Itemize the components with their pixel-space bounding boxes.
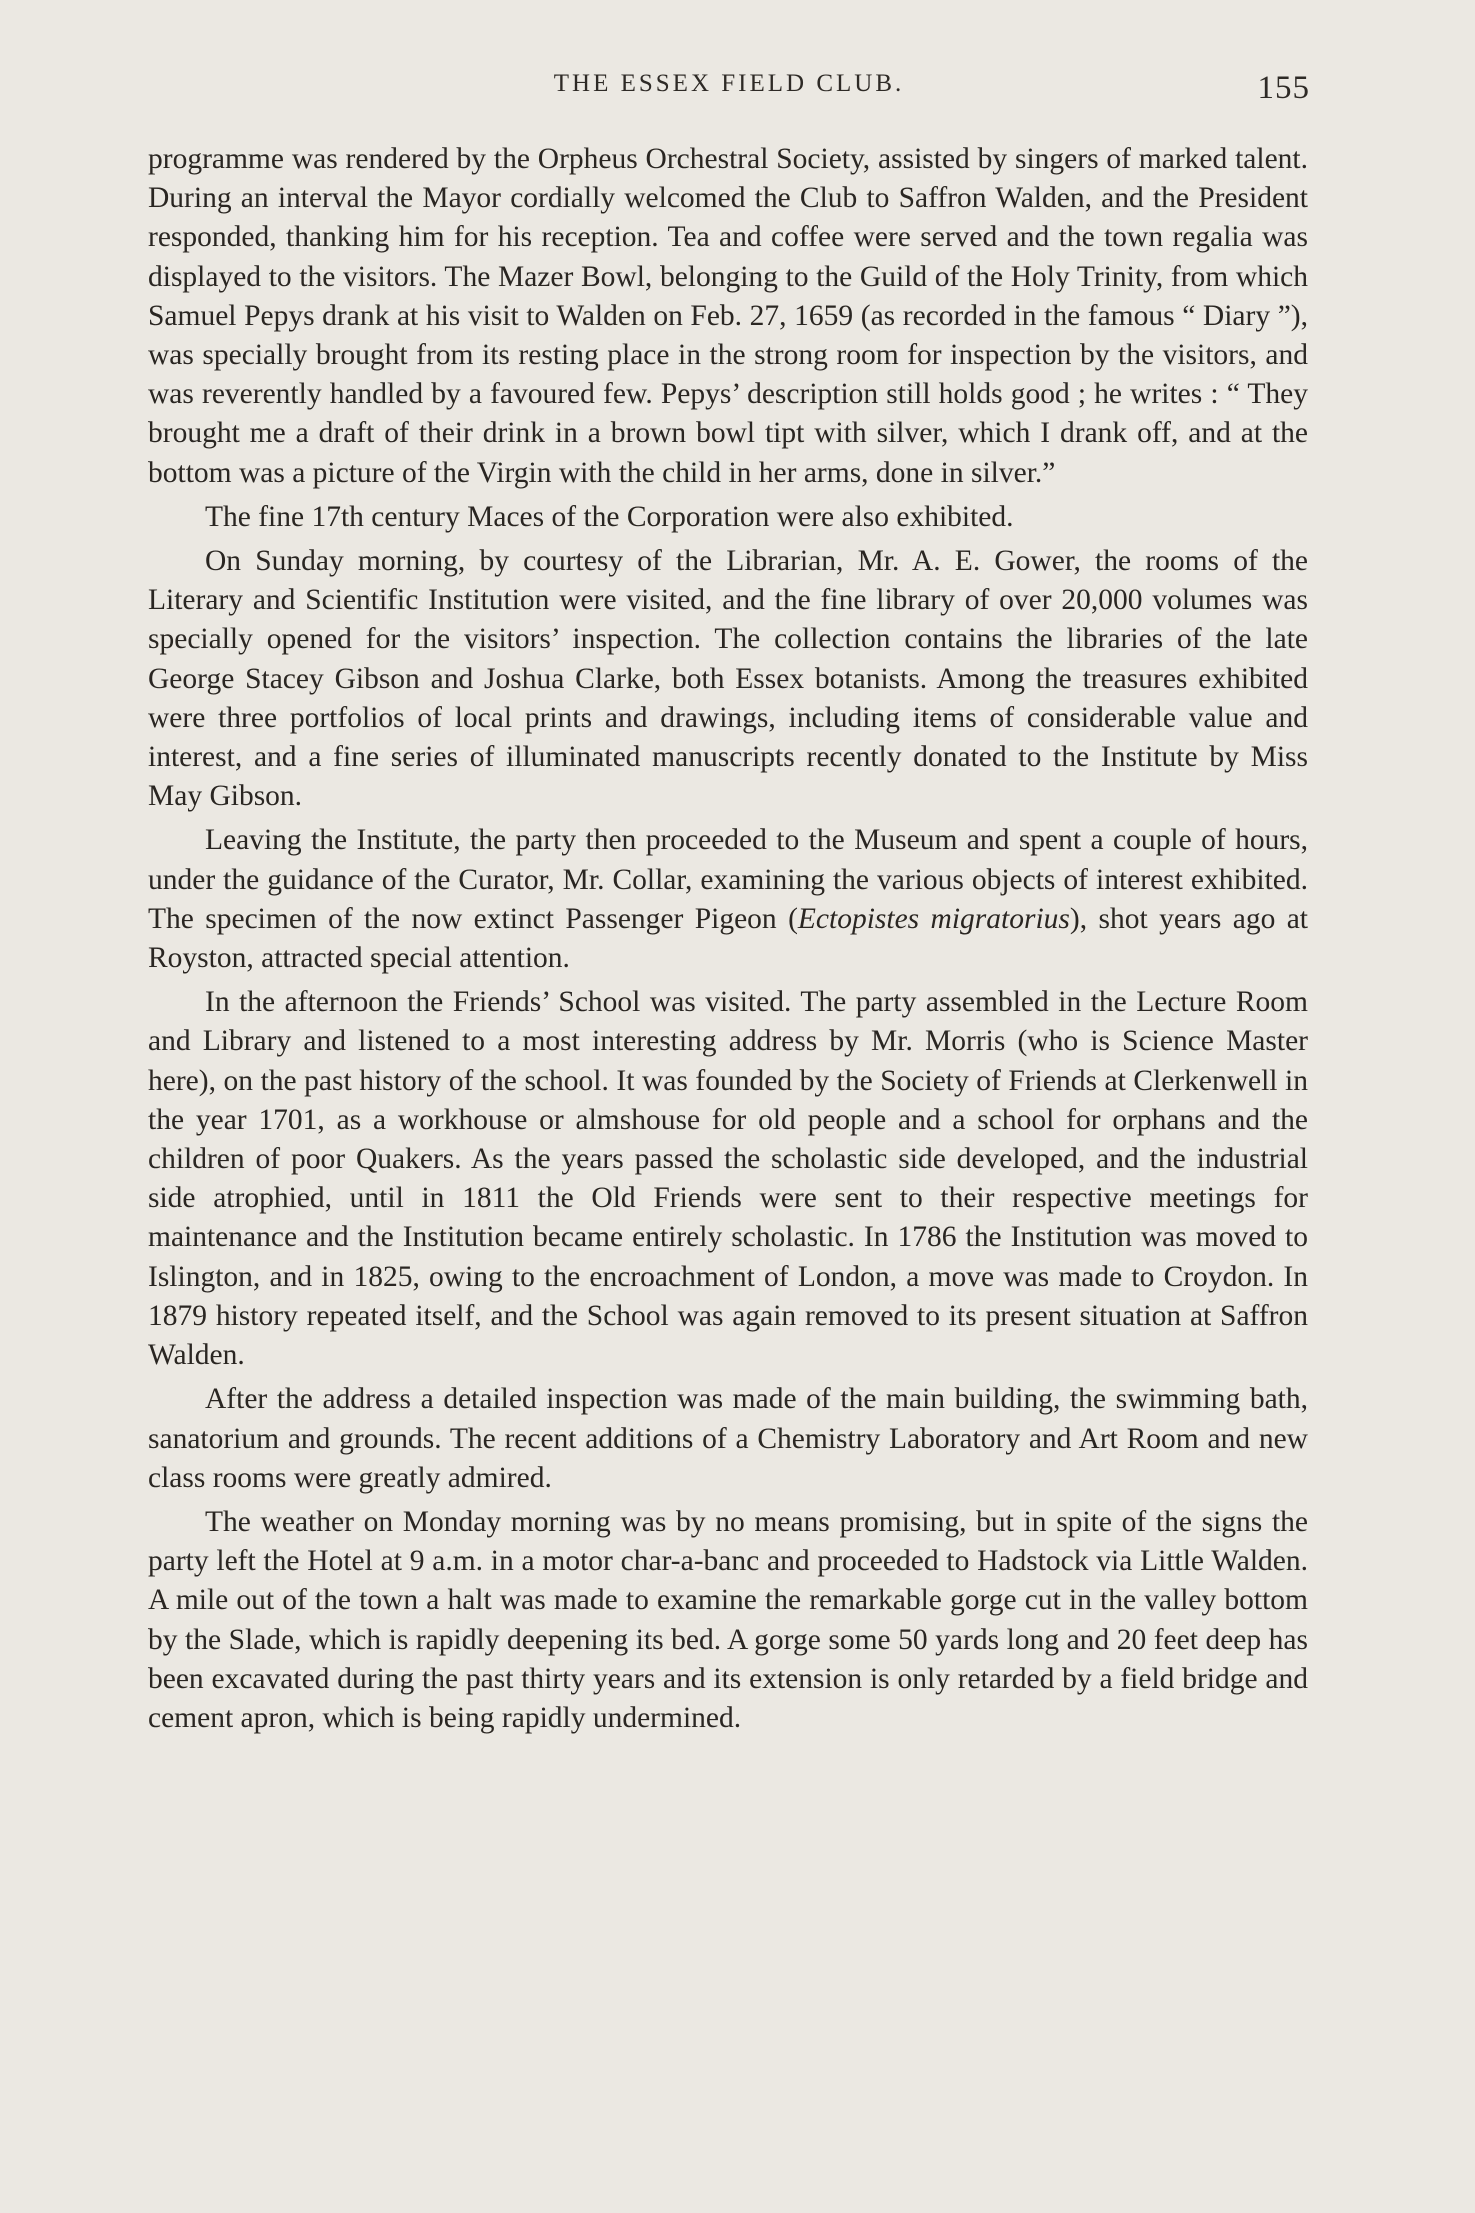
paragraph-monday-excursion: The weather on Monday morning was by no means promising, but in spite of the signs the party left the Hotel at 9 a.m. in a motor char-a-banc and proceeded to Hadstock via Little Walden. A mile out of the town a halt was made to examine the remarkable gorge cut in the valley bottom by the Slade, which is rapidly deepening its bed. A gorge some 50 yards long and 20 feet deep has been excavated during the past thirty years and its extension is only retarded by a field bridge and cement apron, which is being rapidly undermined.: [148, 1505, 1308, 1734]
paragraph-museum-text-end: ), shot years ago at Royston, attracted special attention.: [148, 902, 1309, 975]
paragraph-mazer-bowl: programme was rendered by the Orpheus Orchestral Society, assisted by singers of marked talent. During an interval the Mayor cordially welcomed the Club to Saffron Walden, and the President responded, thanking him for his reception. Tea and coffee were served and the town regalia was displayed to the visitors. The Mazer Bowl, belonging to the Guild of the Holy Trinity, from which Samuel Pepys drank at his visit to Walden on Feb. 27, 1659 (as recorded in the famous “ Diary ”), was specially brought from its resting place in the strong room for inspection by the visitors, and was reverently handled by a favoured few. Pepys’ description still holds good ; he writes : “ They brought me a draft of their drink in a brown bowl tipt with silver, which I drank off, and at the bottom was a picture of the Virgin with the child in her arms, done in silver.”: [148, 143, 1308, 489]
running-title: THE ESSEX FIELD CLUB.: [553, 70, 905, 97]
page-number: 155: [1257, 70, 1310, 106]
paragraph-inspection: After the address a detailed inspection was made of the main building, the swimming bath, sanatorium and grounds. The recent additions of a Chemistry Laboratory and Art Room and new class rooms were greatly admired.: [148, 1383, 1308, 1494]
body-text: [148, 140, 1308, 1743]
paragraph-friends-school: In the afternoon the Friends’ School was visited. The party assembled in the Lecture Room and Library and listened to a most interesting address by Mr. Morris (who is Science Master here), on the past history of the school. It was founded by the Society of Friends at Clerkenwell in the year 1701, as a workhouse or almshouse for old people and a school for orphans and the children of poor Quakers. As the years passed the scholastic side developed, and the industrial side atrophied, until in 1811 the Old Friends were sent to their respective meetings for maintenance and the Institution became entirely scholastic. In 1786 the Institution was moved to Islington, and in 1825, owing to the encroachment of London, a move was made to Croydon. In 1879 history repeated itself, and the School was again removed to its present situation at Saffron Walden.: [148, 986, 1308, 1372]
running-head: [148, 70, 1310, 110]
paragraph-museum: [148, 821, 1308, 978]
paragraph-library: On Sunday morning, by courtesy of the Librarian, Mr. A. E. Gower, the rooms of the Literary and Scientific Institution were visited, and the fine library of over 20,000 volumes was specially opened for the visitors’ inspection. The collection contains the libraries of the late George Stacey Gibson and Joshua Clarke, both Essex botanists. Among the treasures exhibited were three portfolios of local prints and drawings, including items of considerable value and interest, and a fine series of illuminated manuscripts recently donated to the Institute by Miss May Gibson.: [148, 545, 1308, 813]
paragraph-maces: The fine 17th century Maces of the Corporation were also exhibited.: [205, 500, 1014, 533]
species-name: Ectopistes migratorius: [797, 902, 1070, 935]
paragraph-museum-text-start: Leaving the Institute, the party then proceeded to the Museum and spent a couple of hours, under the guidance of the Curator, Mr. Collar, examining the various objects of interest exhibited. The specimen of the now extinct Passenger Pigeon (: [148, 824, 1308, 935]
